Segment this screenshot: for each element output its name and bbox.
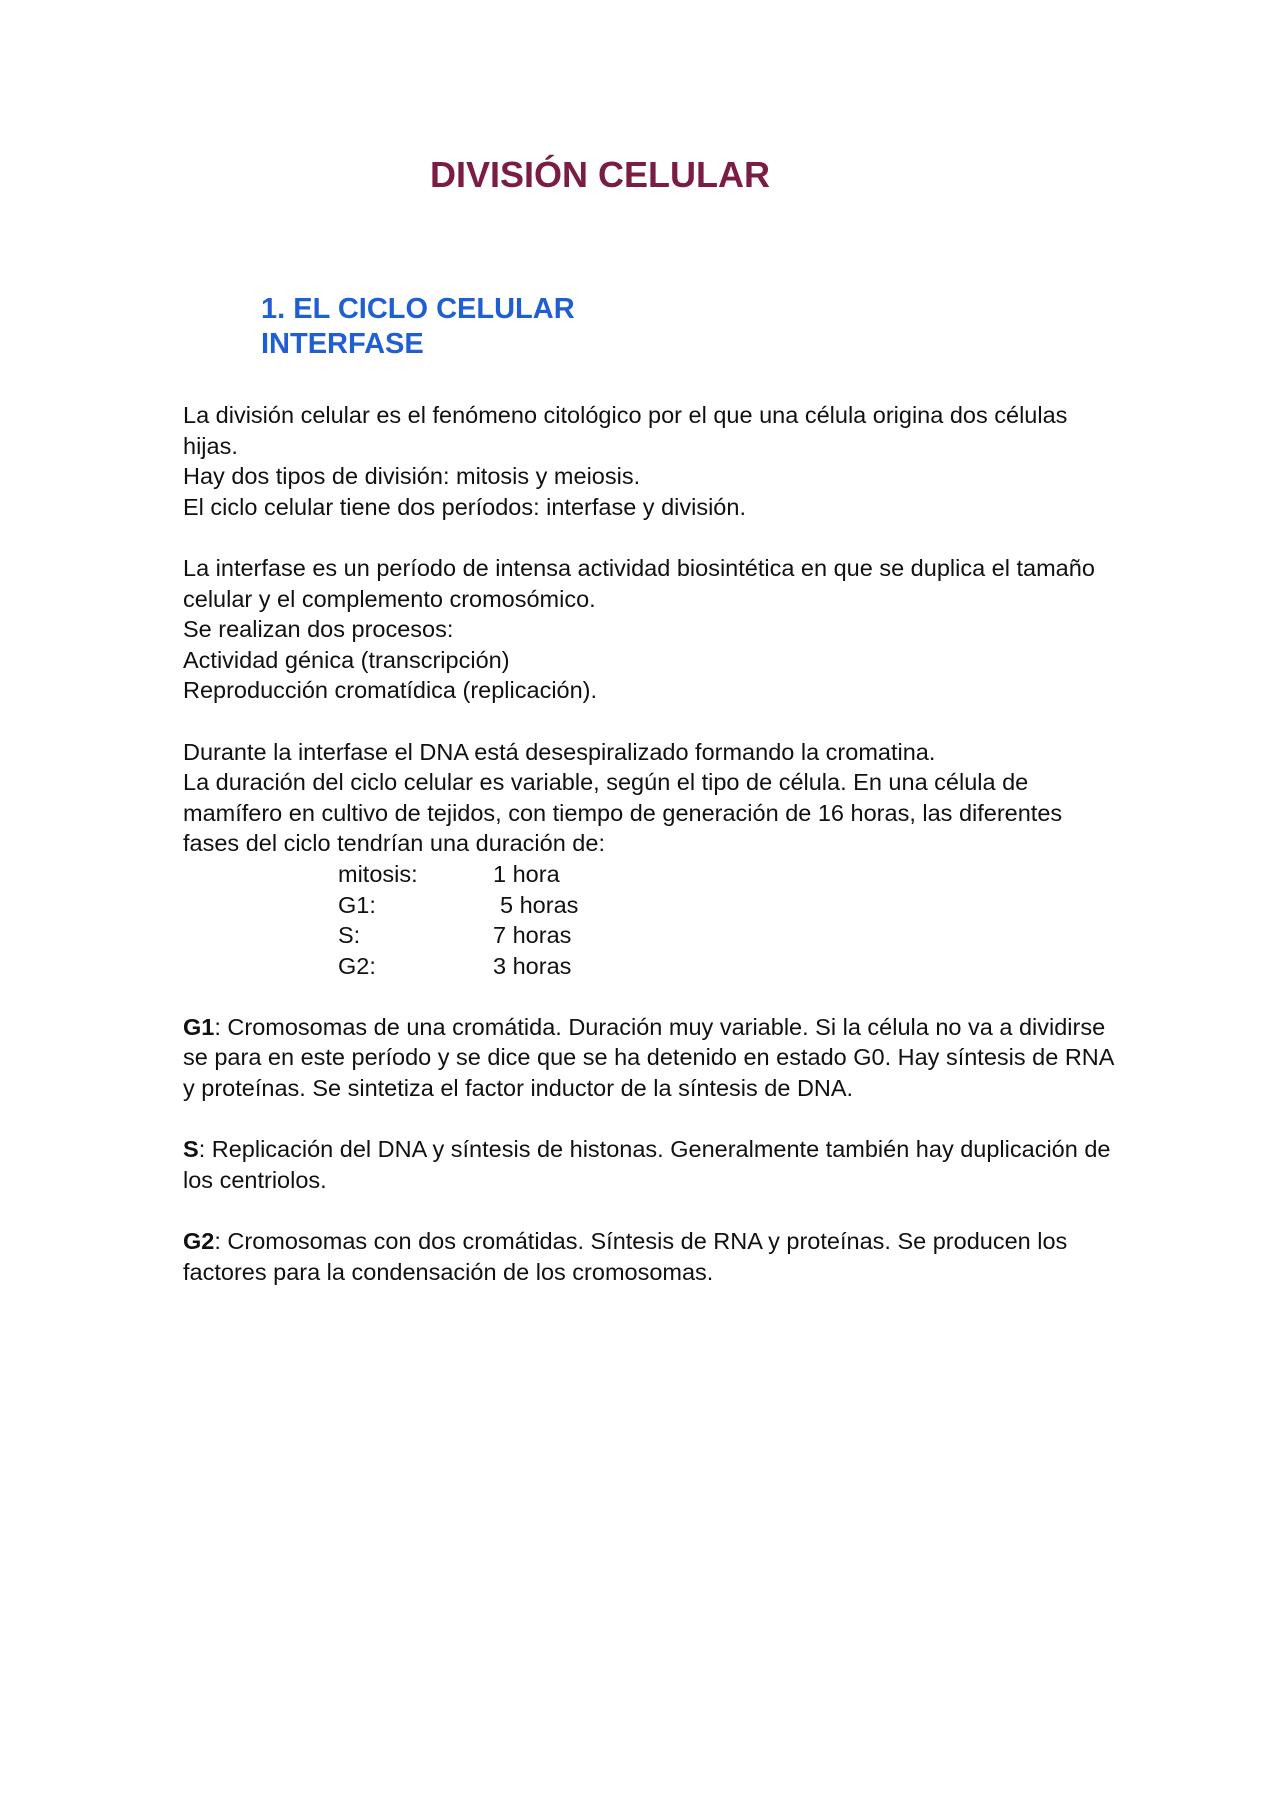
- section-heading: [261, 292, 575, 362]
- definition-term: G2: [183, 1228, 215, 1255]
- definition-term: G1: [183, 1013, 215, 1040]
- paragraph-line: El ciclo celular tiene dos períodos: interfase y división.: [183, 493, 746, 520]
- paragraph-duration: [183, 737, 1123, 982]
- definition-g2: [183, 1226, 1123, 1287]
- definition-text: : Cromosomas de una cromátida. Duración muy variable. Si la célula no va a dividirse se para en este período y se dice que se ha detenido en estado G0. Hay síntesis de RNA y proteínas. Se sintetiza el factor inductor de la síntesis de DNA.: [183, 1013, 1114, 1102]
- paragraph-line: Se realizan dos procesos:: [183, 616, 454, 643]
- paragraph-line: Actividad génica (transcripción): [183, 646, 510, 673]
- phase-name-cell: G1:: [338, 891, 376, 918]
- document-title: DIVISIÓN CELULAR: [429, 154, 770, 195]
- phase-duration-cell: 3 horas: [493, 952, 572, 979]
- phase-name-cell: S:: [338, 922, 361, 949]
- phase-duration-cell: 7 horas: [493, 922, 572, 949]
- table-row: [338, 859, 578, 890]
- phase-duration-cell: 1 hora: [493, 860, 560, 887]
- paragraph-line: Durante la interfase el DNA está desespiralizado formando la cromatina.: [183, 738, 936, 765]
- paragraph-line: Hay dos tipos de división: mitosis y meiosis.: [183, 463, 641, 490]
- definition-text: : Replicación del DNA y síntesis de histonas. Generalmente también hay duplicación de los centriolos.: [183, 1136, 1111, 1193]
- phase-duration-cell: 5 horas: [500, 891, 579, 918]
- paragraph-interfase: [183, 553, 1123, 706]
- definition-term: S: [183, 1136, 199, 1163]
- table-row: [338, 890, 578, 921]
- paragraph-line: Reproducción cromatídica (replicación).: [183, 677, 598, 704]
- phase-duration-table: [338, 859, 578, 981]
- paragraph-line: La duración del ciclo celular es variable, según el tipo de célula. En una célula de mamífero en cultivo de tejidos, con tiempo de generación de 16 horas, las diferentes fases del ciclo tendrían una duración de:: [183, 769, 1063, 857]
- paragraph-line: La división celular es el fenómeno citológico por el que una célula origina dos células hijas.: [183, 402, 1068, 459]
- document-body: [183, 400, 1123, 1318]
- section-subheading: INTERFASE: [261, 328, 424, 360]
- paragraph-intro: [183, 400, 1123, 522]
- definition-text: : Cromosomas con dos cromátidas. Síntesis de RNA y proteínas. Se producen los factores para la condensación de los cromosomas.: [183, 1228, 1068, 1285]
- definition-g1: [183, 1012, 1123, 1104]
- table-row: [338, 951, 578, 982]
- table-row: [338, 920, 578, 951]
- definition-s: [183, 1134, 1123, 1195]
- section-heading-number-title: 1. EL CICLO CELULAR: [261, 293, 575, 325]
- phase-name-cell: mitosis:: [338, 860, 418, 887]
- phase-name-cell: G2:: [338, 952, 376, 979]
- paragraph-line: La interfase es un período de intensa actividad biosintética en que se duplica el tamaño celular y el complemento cromosómico.: [183, 554, 1095, 612]
